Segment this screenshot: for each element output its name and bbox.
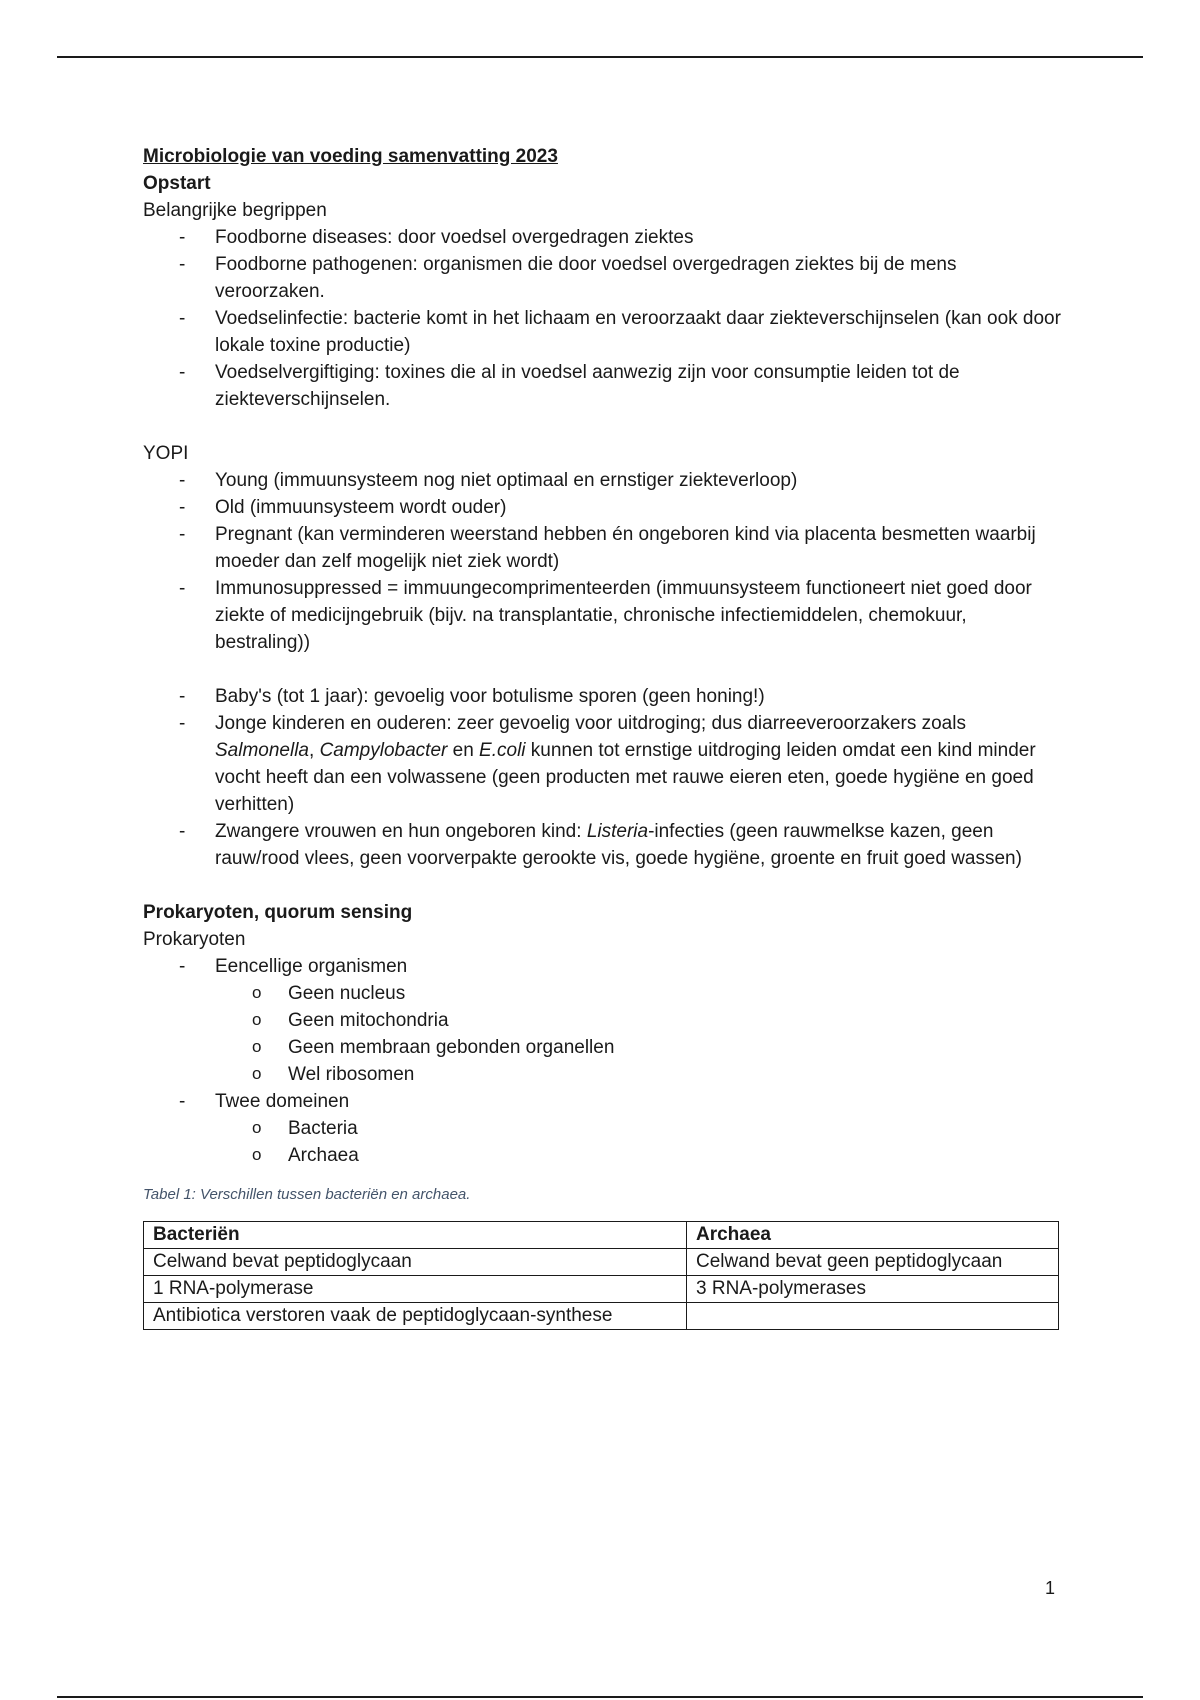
spacer (143, 413, 1063, 440)
spacer (143, 872, 1063, 899)
sub-list (215, 980, 1063, 1088)
list-item: - Immunosuppressed = immuungecomprimenteerden (immuunsysteem functioneert niet goed door ziekte of medicijngebruik (bijv. na transplantatie, chronische infectiemiddelen, chemokuur, bestraling)) (215, 575, 1063, 656)
text-run: Jonge kinderen en ouderen: zeer gevoelig voor uitdroging; dus diarreeveroorzakers zoals (215, 713, 966, 734)
list-item-babies: - Baby's (tot 1 jaar): gevoelig voor botulisme sporen (geen honing!) (215, 683, 1063, 710)
subheading-yopi: YOPI (143, 443, 189, 464)
subheading-begrippen: Belangrijke begrippen (143, 200, 327, 221)
sub-list-item: o Geen nucleus (288, 980, 1063, 1007)
organism-salmonella: Salmonella (215, 740, 309, 761)
table-row (144, 1276, 1059, 1303)
list-item: - Voedselinfectie: bacterie komt in het lichaam en veroorzaakt daar ziekteverschijnselen (kan ook door lokale toxine productie) (215, 305, 1063, 359)
table-cell: Celwand bevat peptidoglycaan (144, 1249, 687, 1276)
organism-ecoli: E.coli (479, 740, 526, 761)
document-title: Microbiologie van voeding samenvatting 2023 (143, 146, 558, 167)
table-header-row (144, 1222, 1059, 1249)
organism-campylobacter: Campylobacter (319, 740, 448, 761)
table-row (144, 1249, 1059, 1276)
list-item: - Young (immuunsysteem nog niet optimaal en ernstiger ziekteverloop) (215, 467, 1063, 494)
table-header: Archaea (687, 1222, 1059, 1249)
section-heading-opstart: Opstart (143, 173, 211, 194)
text-run: kunnen tot ernstige uitdroging leiden omdat een kind minder vocht heeft dan een volwassene (geen producten met rauwe eieren eten, goede hygiëne en goed verhitten) (215, 740, 1036, 815)
begrippen-list (143, 224, 1063, 413)
page-number: 1 (1045, 1578, 1056, 1598)
sub-list-item: o Geen mitochondria (288, 1007, 1063, 1034)
sub-list-item: o Bacteria (288, 1115, 1063, 1142)
table-cell: 1 RNA-polymerase (144, 1276, 687, 1303)
list-item (215, 1088, 1063, 1169)
list-item-label: Eencellige organismen (215, 956, 408, 977)
page-bottom-rule (57, 1696, 1143, 1698)
prokaryoten-list (143, 953, 1063, 1169)
sub-list-item: o Archaea (288, 1142, 1063, 1169)
risk-groups-list (143, 683, 1063, 872)
organism-listeria: Listeria (586, 821, 649, 842)
sub-list-item: o Wel ribosomen (288, 1061, 1063, 1088)
list-item (215, 953, 1063, 1088)
list-item: - Voedselvergiftiging: toxines die al in voedsel aanwezig zijn voor consumptie leiden tot de ziekteverschijnselen. (215, 359, 1063, 413)
table-cell (687, 1303, 1059, 1330)
list-item: - Old (immuunsysteem wordt ouder) (215, 494, 1063, 521)
table-caption: Tabel 1: Verschillen tussen bacteriën en archaea. (143, 1186, 471, 1203)
page-top-rule (57, 56, 1143, 58)
spacer (143, 656, 1063, 683)
text-run: , (309, 740, 320, 761)
text-run: en (447, 740, 480, 761)
document-body (143, 143, 1063, 1330)
section-heading-prokaryoten: Prokaryoten, quorum sensing (143, 902, 413, 923)
text-run: -infecties (geen rauwmelkse kazen, geen rauw/rood vlees, geen voorverpakte gerookte vis, goede hygiëne, groente en fruit goed wassen) (215, 821, 1022, 869)
subheading-prokaryoten: Prokaryoten (143, 929, 246, 950)
list-item-young-old (215, 710, 1063, 818)
table-cell: 3 RNA-polymerases (687, 1276, 1059, 1303)
list-item: - Foodborne pathogenen: organismen die door voedsel overgedragen ziektes bij de mens veroorzaken. (215, 251, 1063, 305)
list-item: - Foodborne diseases: door voedsel overgedragen ziektes (215, 224, 1063, 251)
list-item: - Pregnant (kan verminderen weerstand hebben én ongeboren kind via placenta besmetten waarbij moeder dan zelf mogelijk niet ziek wordt) (215, 521, 1063, 575)
table-cell: Celwand bevat geen peptidoglycaan (687, 1249, 1059, 1276)
sub-list-item: o Geen membraan gebonden organellen (288, 1034, 1063, 1061)
text-run: Zwangere vrouwen en hun ongeboren kind: (215, 821, 587, 842)
yopi-list (143, 467, 1063, 656)
table-row (144, 1303, 1059, 1330)
sub-list (215, 1115, 1063, 1169)
comparison-table (143, 1221, 1059, 1330)
list-item-pregnant (215, 818, 1063, 872)
list-item-label: Twee domeinen (215, 1091, 350, 1112)
table-cell: Antibiotica verstoren vaak de peptidoglycaan-synthese (144, 1303, 687, 1330)
table-header: Bacteriën (144, 1222, 687, 1249)
